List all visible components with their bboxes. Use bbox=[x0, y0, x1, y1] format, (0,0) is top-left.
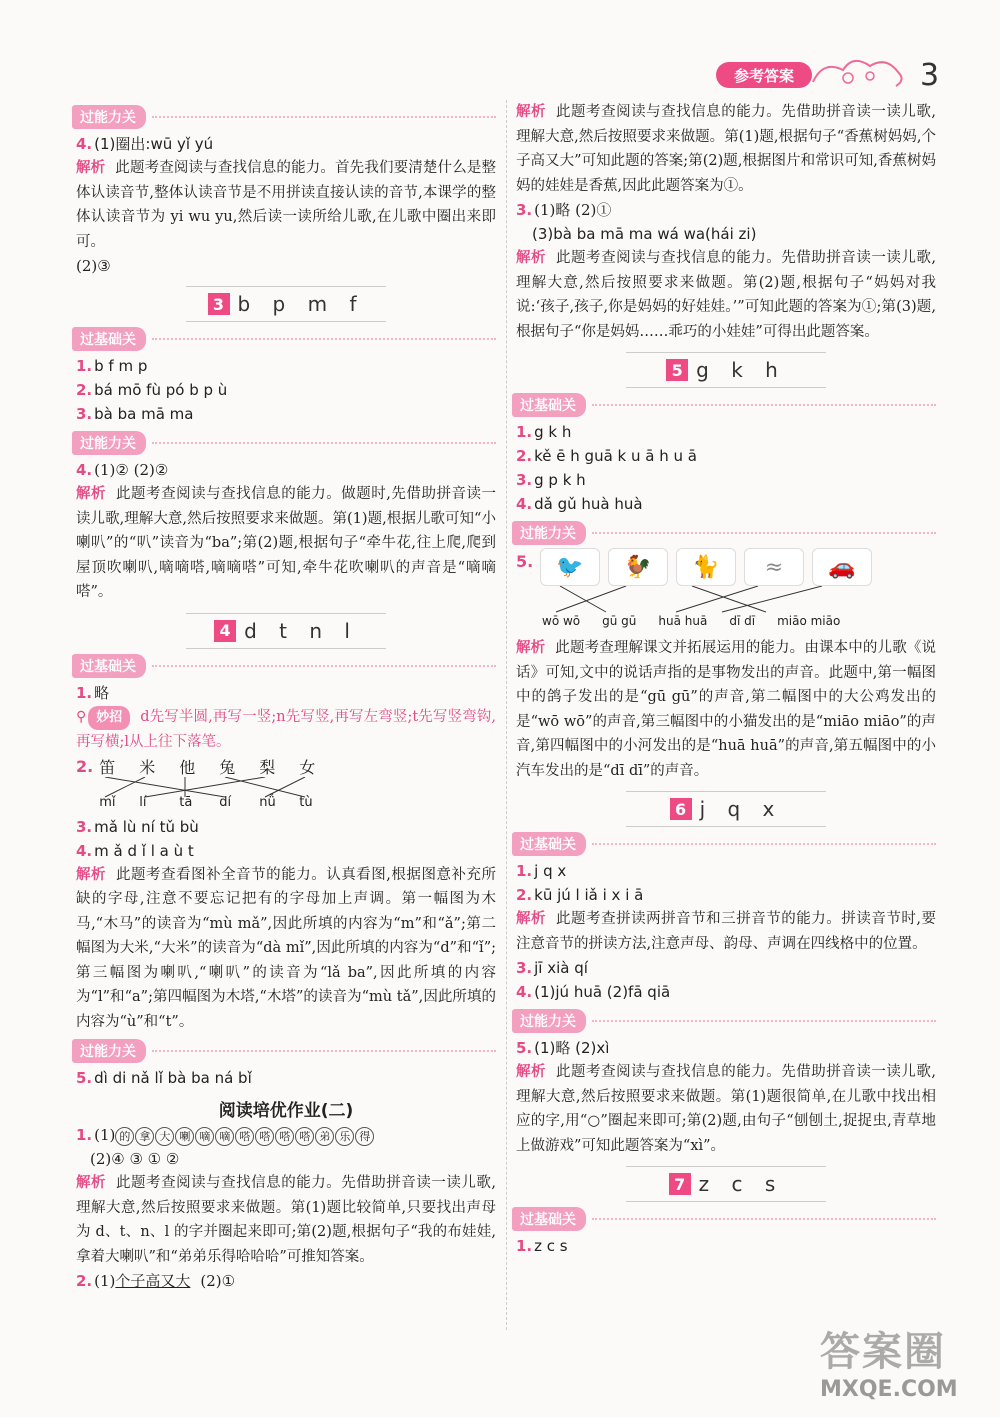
tag-guojichu: 过基础关 bbox=[512, 832, 586, 856]
answer-line bbox=[516, 956, 936, 980]
answer-text: 略 bbox=[94, 683, 110, 702]
answer-text: (1)② (2)② bbox=[94, 461, 169, 479]
section-4-heading bbox=[186, 613, 386, 649]
explanation-text: 此题考查阅读与查找信息的能力。先借助拼音读一读儿歌,理解大意,然后按照要求来做题。第(2)题,根据句子“妈妈对我说:‘孩子,孩子,你是妈妈的好娃娃。’”可知此题的答案为①;第(3)题,根据句子“你是妈妈……乖巧的小娃娃”可得出此题答案。 bbox=[516, 250, 936, 340]
answer-line bbox=[76, 378, 496, 402]
answer-line bbox=[516, 883, 936, 907]
dotted-line bbox=[152, 665, 496, 667]
section-number: 7 bbox=[669, 1173, 691, 1195]
jiexi-label: 解析 bbox=[76, 1175, 107, 1191]
answer-line bbox=[516, 980, 936, 1004]
circled-char: 嗒 bbox=[275, 1127, 294, 1146]
question-number: 4. bbox=[76, 841, 93, 860]
explanation-text: 此题考查拼读两拼音节和三拼音节的能力。拼读音节时,要注意音节的拼读方法,注意声母、韵母、声调在四线格中的位置。 bbox=[516, 911, 936, 952]
circled-char: 嗒 bbox=[255, 1127, 274, 1146]
section-letters: b p m f bbox=[237, 292, 365, 316]
question-number: 3. bbox=[516, 201, 533, 219]
section-tag-row bbox=[72, 326, 496, 352]
match-line bbox=[722, 586, 822, 612]
match-line bbox=[225, 777, 305, 797]
dotted-line bbox=[152, 338, 496, 340]
explanation bbox=[516, 636, 936, 783]
picture-row bbox=[540, 548, 872, 586]
answer-line bbox=[76, 354, 496, 378]
tip-paragraph bbox=[76, 705, 496, 755]
section-letters: z c s bbox=[698, 1172, 784, 1196]
page-number: 3 bbox=[920, 58, 940, 93]
jiexi-label: 解析 bbox=[516, 250, 547, 266]
answer-text: (1)略 (2)xì bbox=[534, 1039, 610, 1057]
question-number: 3. bbox=[76, 817, 93, 836]
sound-label: dī dī bbox=[729, 614, 756, 628]
circled-char: 弟 bbox=[315, 1127, 334, 1146]
match-char: 女 bbox=[299, 757, 316, 777]
match-pinyin-item: lí bbox=[139, 794, 147, 810]
answer-text: m ǎ d ǐ l a ù t bbox=[94, 841, 194, 860]
question-number: 3. bbox=[516, 959, 533, 977]
question-number: 2. bbox=[76, 1272, 93, 1290]
tag-guonengli: 过能力关 bbox=[72, 1039, 146, 1063]
reading-section-title: 阅读培优作业(二) bbox=[218, 1101, 354, 1121]
jiexi-label: 解析 bbox=[516, 640, 546, 656]
answer-line bbox=[516, 198, 936, 222]
explanation-text: 此题考查阅读与查找信息的能力。首先我们要清楚什么是整体认读音节,整体认读音节是不用拼读直接认读的音节,本课学的整体认读音节为 yi wu yu,然后读一读所给儿歌,在儿歌中圈出来即可。 bbox=[76, 160, 496, 250]
answer-line bbox=[516, 859, 936, 883]
section-3-heading bbox=[186, 286, 386, 322]
question-number: 1. bbox=[516, 423, 533, 441]
match-characters bbox=[99, 755, 339, 778]
circled-char: 嘀 bbox=[195, 1127, 214, 1146]
explanation bbox=[76, 482, 496, 605]
question-number: 4. bbox=[516, 495, 533, 513]
answer-text: bà ba mā ma bbox=[94, 405, 194, 423]
section-letters: d t n l bbox=[244, 618, 358, 643]
answer-line bbox=[516, 444, 936, 468]
cloud-decoration-icon bbox=[808, 52, 908, 92]
section-6-heading bbox=[626, 791, 826, 827]
explanation-text: 此题考查阅读与查找信息的能力。先借助拼音读一读儿歌,理解大意,然后按照要求来做题。第(1)题很简单,在儿歌中找出相应的字,用“○”圈起来即可;第(2)题,由句子“刨刨土,捉捉虫,青草地上做游戏”可知此题答案为“xì”。 bbox=[516, 1064, 936, 1154]
answer-line bbox=[516, 492, 936, 516]
answer-line bbox=[76, 458, 496, 482]
question-number: 1. bbox=[76, 683, 93, 702]
answer-text: (1)jú huā (2)fā qiā bbox=[534, 983, 671, 1001]
tag-guonengli: 过能力关 bbox=[72, 105, 146, 129]
answer-line bbox=[76, 1269, 496, 1293]
question-number: 4. bbox=[516, 983, 533, 1001]
jiexi-label: 解析 bbox=[76, 486, 107, 502]
jiexi-label: 解析 bbox=[516, 911, 547, 927]
answer-text: mǎ lù ní tǔ bù bbox=[94, 817, 199, 836]
explanation-text: 此题考查阅读与查找信息的能力。先借助拼音读一读儿歌,理解大意,然后按照要求来做题。第(1)题,根据句子“香蕉树妈妈,个子高又大”可知此题的答案;第(2)题,根据图片和常识可知,香蕉树妈妈的娃娃是香蕉,因此此题答案为①。 bbox=[516, 104, 936, 194]
answer-line bbox=[76, 681, 496, 705]
question-number: 1. bbox=[516, 1237, 533, 1255]
answer-line bbox=[516, 420, 936, 444]
jiexi-label: 解析 bbox=[76, 160, 106, 176]
section-number: 6 bbox=[670, 798, 692, 820]
answer-text: kū jú l iǎ i x i ā bbox=[534, 886, 644, 904]
watermark-top: 答案圈 bbox=[820, 1329, 946, 1375]
dotted-line bbox=[592, 1218, 936, 1220]
column-divider bbox=[506, 100, 507, 1330]
section-number: 4 bbox=[214, 620, 236, 642]
question-number: 5. bbox=[516, 552, 534, 571]
jiexi-label: 解析 bbox=[76, 866, 107, 883]
sound-label: gū gū bbox=[602, 614, 637, 628]
question-4-top bbox=[76, 132, 496, 156]
circled-char: 嗒 bbox=[295, 1127, 314, 1146]
header-label: 参考答案 bbox=[716, 62, 812, 88]
explanation-text: 此题考查理解课文并拓展运用的能力。由课本中的儿歌《说话》可知,文中的说话声指的是事物发出的声音。此题中,第一幅图中的鸽子发出的是“gū gū”的声音,第二幅图中的大公鸡发出的是“wō wō”的声音,第三幅图中的小猫发出的是“miāo miāo”的声音,第四幅图中的小河发出的是“huā huā”的声音,第五幅图中的小汽车发出的是“dī dī”的声音。 bbox=[516, 640, 936, 779]
pigeon-picture-icon: 🐦 bbox=[540, 548, 600, 586]
answer-text: kě ē h guā k u ā h u ā bbox=[534, 447, 697, 465]
answer-text: (2)① bbox=[200, 1272, 236, 1290]
answer-line bbox=[76, 815, 496, 839]
explanation bbox=[76, 1171, 496, 1269]
section-tag-row bbox=[512, 831, 936, 857]
explanation bbox=[76, 156, 496, 254]
question-number: 4. bbox=[76, 461, 93, 479]
match-pinyin bbox=[99, 795, 339, 810]
answer-text: g k h bbox=[534, 423, 572, 441]
answer-text: (1) bbox=[94, 1272, 116, 1290]
answer-line bbox=[516, 1234, 936, 1258]
answer-text: (1)略 (2)① bbox=[534, 201, 612, 219]
watermark-bottom: MXQE.COM bbox=[820, 1377, 958, 1402]
circled-char: 的 bbox=[115, 1127, 134, 1146]
cat-picture-icon: 🐈 bbox=[676, 548, 736, 586]
left-column bbox=[76, 100, 496, 1293]
question-number: 1. bbox=[516, 862, 533, 880]
explanation-text: 此题考查看图补全音节的能力。认真看图,根据图意补充所缺的字母,注意不要忘记把有的字母加上声调。第一幅图为木马,“木马”的读音为“mù mǎ”,因此所填的内容为“m”和“ǎ”;第二幅图为大米,“大米”的读音为“dà mǐ”,因此所填的内容为“d”和“ǐ”;第三幅图为喇叭,“喇叭”的读音为“lǎ ba”,因此所填的内容为“l”和“a”;第四幅图为木塔,“木塔”的读音为“mù tǎ”,因此所填的内容为“ù”和“t”。 bbox=[76, 866, 496, 1030]
answer-text: (1) bbox=[94, 1126, 116, 1144]
dotted-line bbox=[592, 843, 936, 845]
explanation bbox=[516, 1060, 936, 1158]
section-letters: j q x bbox=[699, 797, 783, 821]
dotted-line bbox=[592, 532, 936, 534]
jiexi-label: 解析 bbox=[516, 104, 547, 120]
explanation bbox=[76, 863, 496, 1035]
sound-labels bbox=[542, 614, 840, 628]
section-tag-row bbox=[512, 1206, 936, 1232]
dotted-line bbox=[592, 404, 936, 406]
match-pinyin-item: dí bbox=[219, 794, 232, 810]
question-number: 4. bbox=[76, 135, 93, 153]
circled-char: 拿 bbox=[135, 1127, 154, 1146]
question-number: 5. bbox=[516, 1039, 533, 1057]
tip-text: d先写半圆,再写一竖;n先写竖,再写左弯竖;t先写竖弯钩,再写横;l从上往下落笔。 bbox=[76, 708, 496, 750]
dotted-line bbox=[152, 1050, 496, 1052]
dotted-line bbox=[592, 1020, 936, 1022]
matching-exercise bbox=[76, 755, 496, 815]
question-number: 1. bbox=[76, 357, 93, 375]
question-number: 1. bbox=[76, 1126, 93, 1144]
car-picture-icon: 🚗 bbox=[812, 548, 872, 586]
right-column bbox=[516, 100, 936, 1258]
sound-label: huā huā bbox=[658, 614, 708, 628]
section-tag-row bbox=[72, 430, 496, 456]
rooster-picture-icon: 🐓 bbox=[608, 548, 668, 586]
circled-characters bbox=[115, 1126, 375, 1144]
tag-guojichu: 过基础关 bbox=[512, 393, 586, 417]
section-tag-row bbox=[512, 520, 936, 546]
circled-char: 喇 bbox=[175, 1127, 194, 1146]
section-tag-row bbox=[72, 104, 496, 130]
sound-label: wō wō bbox=[542, 614, 581, 628]
answer-line: (2)③ bbox=[76, 257, 111, 275]
answer-line: (2)④ ③ ① ② bbox=[90, 1150, 180, 1168]
picture-match-lines bbox=[546, 586, 886, 616]
tag-guojichu: 过基础关 bbox=[72, 327, 146, 351]
dotted-line bbox=[152, 442, 496, 444]
dotted-line bbox=[152, 116, 496, 118]
answer-text: jī xià qí bbox=[534, 959, 588, 977]
answer-line bbox=[516, 468, 936, 492]
match-char: 笛 bbox=[99, 757, 116, 777]
match-char: 米 bbox=[139, 757, 156, 777]
match-pinyin-item: mǐ bbox=[99, 794, 116, 810]
question-number: 3. bbox=[76, 405, 93, 423]
section-tag-row bbox=[512, 1008, 936, 1034]
section-tag-row bbox=[72, 653, 496, 679]
question-number: 2. bbox=[76, 381, 93, 399]
sound-label: miāo miāo bbox=[777, 614, 841, 628]
watermark-logo bbox=[820, 1320, 958, 1402]
tag-guojichu: 过基础关 bbox=[72, 654, 146, 678]
matching-area bbox=[99, 755, 339, 815]
river-picture-icon: ≈ bbox=[744, 548, 804, 586]
answer-text: dì di nǎ lǐ bà ba ná bǐ bbox=[94, 1069, 252, 1087]
answer-text: j q x bbox=[534, 862, 567, 880]
answer-text: bá mō fù pó b p ù bbox=[94, 381, 228, 399]
section-tag-row bbox=[72, 1038, 496, 1064]
match-line bbox=[692, 586, 766, 612]
circled-char: 乐 bbox=[335, 1127, 354, 1146]
explanation-text: 此题考查阅读与查找信息的能力。做题时,先借助拼音读一读儿歌,理解大意,然后按照要求来做题。第(1)题,根据儿歌可知“小喇叭”的“叭”读音为“ba”;第(2)题,根据句子“牵牛花,往上爬,爬到屋顶吹喇叭,嘀嘀嗒,嘀嘀嗒”可知,牵牛花吹喇叭的声音是“嘀嘀嗒”。 bbox=[76, 486, 496, 600]
answer-text: z c s bbox=[534, 1237, 568, 1255]
section-tag-row bbox=[512, 392, 936, 418]
circled-char: 大 bbox=[155, 1127, 174, 1146]
match-line bbox=[676, 586, 758, 612]
answer-text: (1)圈出:wū yǐ yú bbox=[94, 135, 214, 153]
circled-char: 嘀 bbox=[215, 1127, 234, 1146]
question-number: 2. bbox=[516, 447, 533, 465]
answer-line bbox=[516, 1036, 936, 1060]
match-char: 他 bbox=[179, 757, 196, 777]
tag-guojichu: 过基础关 bbox=[512, 1207, 586, 1231]
magnifier-icon: ⚲ bbox=[76, 708, 87, 725]
section-number: 5 bbox=[666, 359, 688, 381]
answer-line bbox=[76, 402, 496, 426]
section-7-heading bbox=[626, 1166, 826, 1202]
picture-matching-exercise bbox=[516, 548, 936, 636]
underlined-answer: 个子高又大 bbox=[115, 1272, 191, 1290]
explanation bbox=[516, 246, 936, 344]
section-letters: g k h bbox=[696, 358, 786, 382]
explanation bbox=[516, 907, 936, 956]
explanation-text: 此题考查阅读与查找信息的能力。先借助拼音读一读儿歌,理解大意,然后按照要求来做题。第(1)题比较简单,只要找出声母为 d、t、n、l 的字并圈起来即可;第(2)题,根据句子“我的布娃娃,拿着大喇叭”和“弟弟乐得哈哈哈”可推知答案。 bbox=[76, 1175, 496, 1265]
match-pinyin-item: tā bbox=[179, 794, 193, 810]
section-number: 3 bbox=[208, 293, 230, 315]
explanation bbox=[516, 100, 936, 198]
answer-text: b f m p bbox=[94, 357, 148, 375]
answer-line bbox=[76, 839, 496, 863]
section-5-heading bbox=[626, 352, 826, 388]
answer-line: (3)bà ba mā ma wá wa(hái zi) bbox=[532, 225, 757, 243]
jiexi-label: 解析 bbox=[516, 1064, 547, 1080]
question-number: 2. bbox=[516, 886, 533, 904]
answer-line bbox=[76, 1123, 496, 1147]
answer-line bbox=[76, 1066, 496, 1090]
tag-guonengli: 过能力关 bbox=[72, 431, 146, 455]
question-number: 3. bbox=[516, 471, 533, 489]
circled-char: 得 bbox=[355, 1127, 374, 1146]
question-number: 5. bbox=[76, 1069, 93, 1087]
circled-char: 嗒 bbox=[235, 1127, 254, 1146]
miaozhao-badge: 妙招 bbox=[88, 706, 130, 731]
match-char: 兔 bbox=[219, 757, 236, 777]
match-char: 梨 bbox=[259, 757, 276, 777]
question-number: 2. bbox=[76, 756, 94, 776]
match-pinyin-item: tù bbox=[299, 794, 313, 810]
answer-text: dǎ gǔ huà huà bbox=[534, 495, 643, 513]
tag-guonengli: 过能力关 bbox=[512, 521, 586, 545]
match-line bbox=[265, 777, 305, 797]
match-pinyin-item: nǚ bbox=[259, 794, 276, 810]
tag-guonengli: 过能力关 bbox=[512, 1009, 586, 1033]
answer-text: g p k h bbox=[534, 471, 586, 489]
